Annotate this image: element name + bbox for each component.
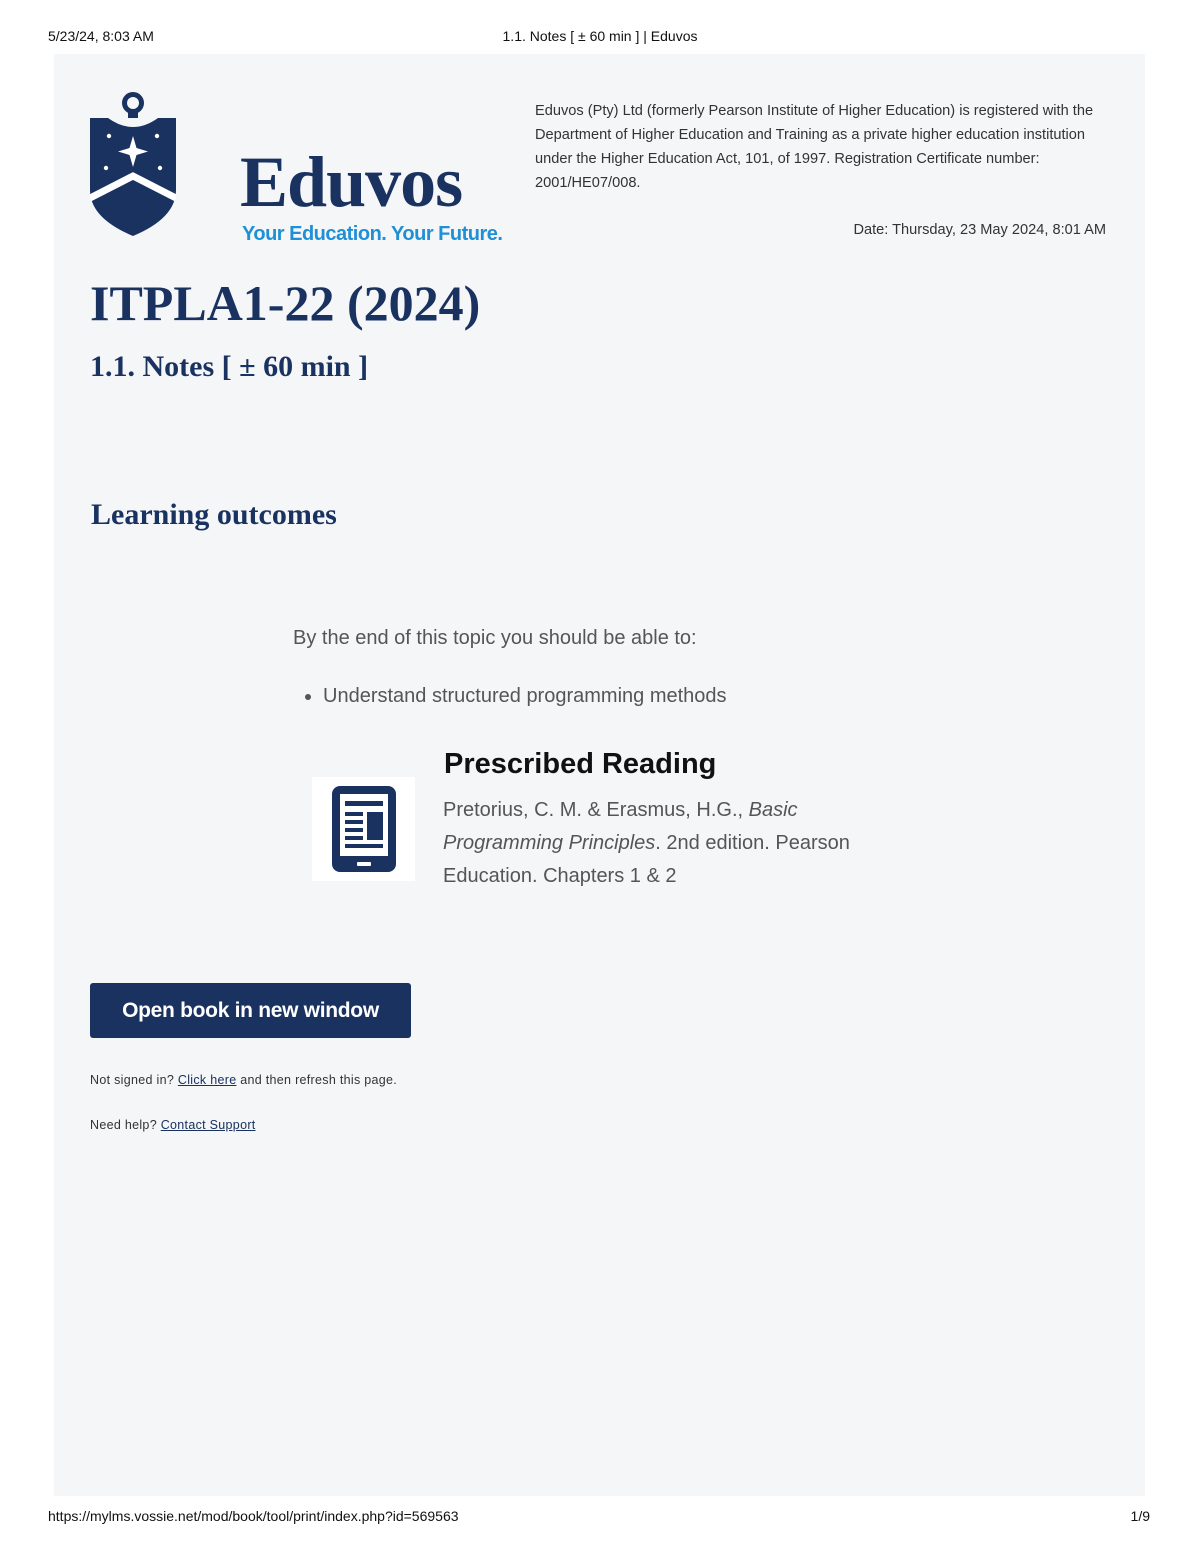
signin-note bbox=[90, 1073, 397, 1087]
learning-outcomes-heading: Learning outcomes bbox=[91, 498, 337, 531]
prescribed-reading-heading: Prescribed Reading bbox=[444, 748, 717, 780]
ebook-icon bbox=[330, 784, 398, 874]
prescribed-reading-text bbox=[443, 794, 913, 893]
open-book-button[interactable]: Open book in new window bbox=[90, 983, 411, 1038]
help-note-prefix: Need help? bbox=[90, 1118, 161, 1132]
print-footer bbox=[48, 1508, 1150, 1526]
reading-details: . 2nd edition. Pearson Education. Chapters 1 & 2 bbox=[443, 832, 850, 887]
click-here-link[interactable]: Click here bbox=[177, 1073, 237, 1087]
help-note bbox=[90, 1118, 256, 1132]
course-title: ITPLA1-22 (2024) bbox=[90, 275, 481, 331]
print-timestamp: 5/23/24, 8:03 AM bbox=[48, 28, 154, 44]
print-url: https://mylms.vossie.net/mod/book/tool/print/index.php?id=569563 bbox=[48, 1508, 459, 1524]
registration-notice: Eduvos (Pty) Ltd (formerly Pearson Institute of Higher Education) is registered with the Department of Higher Education and Training as a private higher education institution under the Higher Education Act, 101, of 1997. Registration Certificate number: 2001/HE07/008. bbox=[535, 103, 1094, 191]
brand-tagline: Your Education. Your Future. bbox=[242, 223, 503, 245]
eduvos-logo bbox=[90, 90, 503, 245]
learning-outcomes-list bbox=[300, 684, 727, 708]
reading-book-title: Basic Programming Principles bbox=[443, 799, 798, 854]
brand-name: Eduvos bbox=[240, 142, 463, 222]
print-header bbox=[48, 28, 1152, 46]
page-counter: 1/9 bbox=[1130, 1508, 1150, 1524]
shield-crest-icon bbox=[90, 90, 176, 236]
page-content bbox=[54, 54, 1145, 1496]
prescribed-reading-icon-box bbox=[312, 777, 415, 881]
print-doc-title: 1.1. Notes [ ± 60 min ] | Eduvos bbox=[502, 28, 698, 44]
print-date: Date: Thursday, 23 May 2024, 8:01 AM bbox=[853, 222, 1106, 238]
signin-note-suffix: and then refresh this page. bbox=[236, 1073, 398, 1087]
list-item: • Understand structured programming methods bbox=[323, 684, 727, 708]
learning-outcomes-intro: By the end of this topic you should be able to: bbox=[293, 627, 697, 649]
page-title: 1.1. Notes [ ± 60 min ] bbox=[90, 350, 369, 383]
reading-authors: Pretorius, C. M. & Erasmus, H.G., bbox=[443, 799, 749, 821]
signin-note-prefix: Not signed in? bbox=[90, 1073, 178, 1087]
contact-support-link[interactable]: Contact Support bbox=[160, 1118, 256, 1132]
